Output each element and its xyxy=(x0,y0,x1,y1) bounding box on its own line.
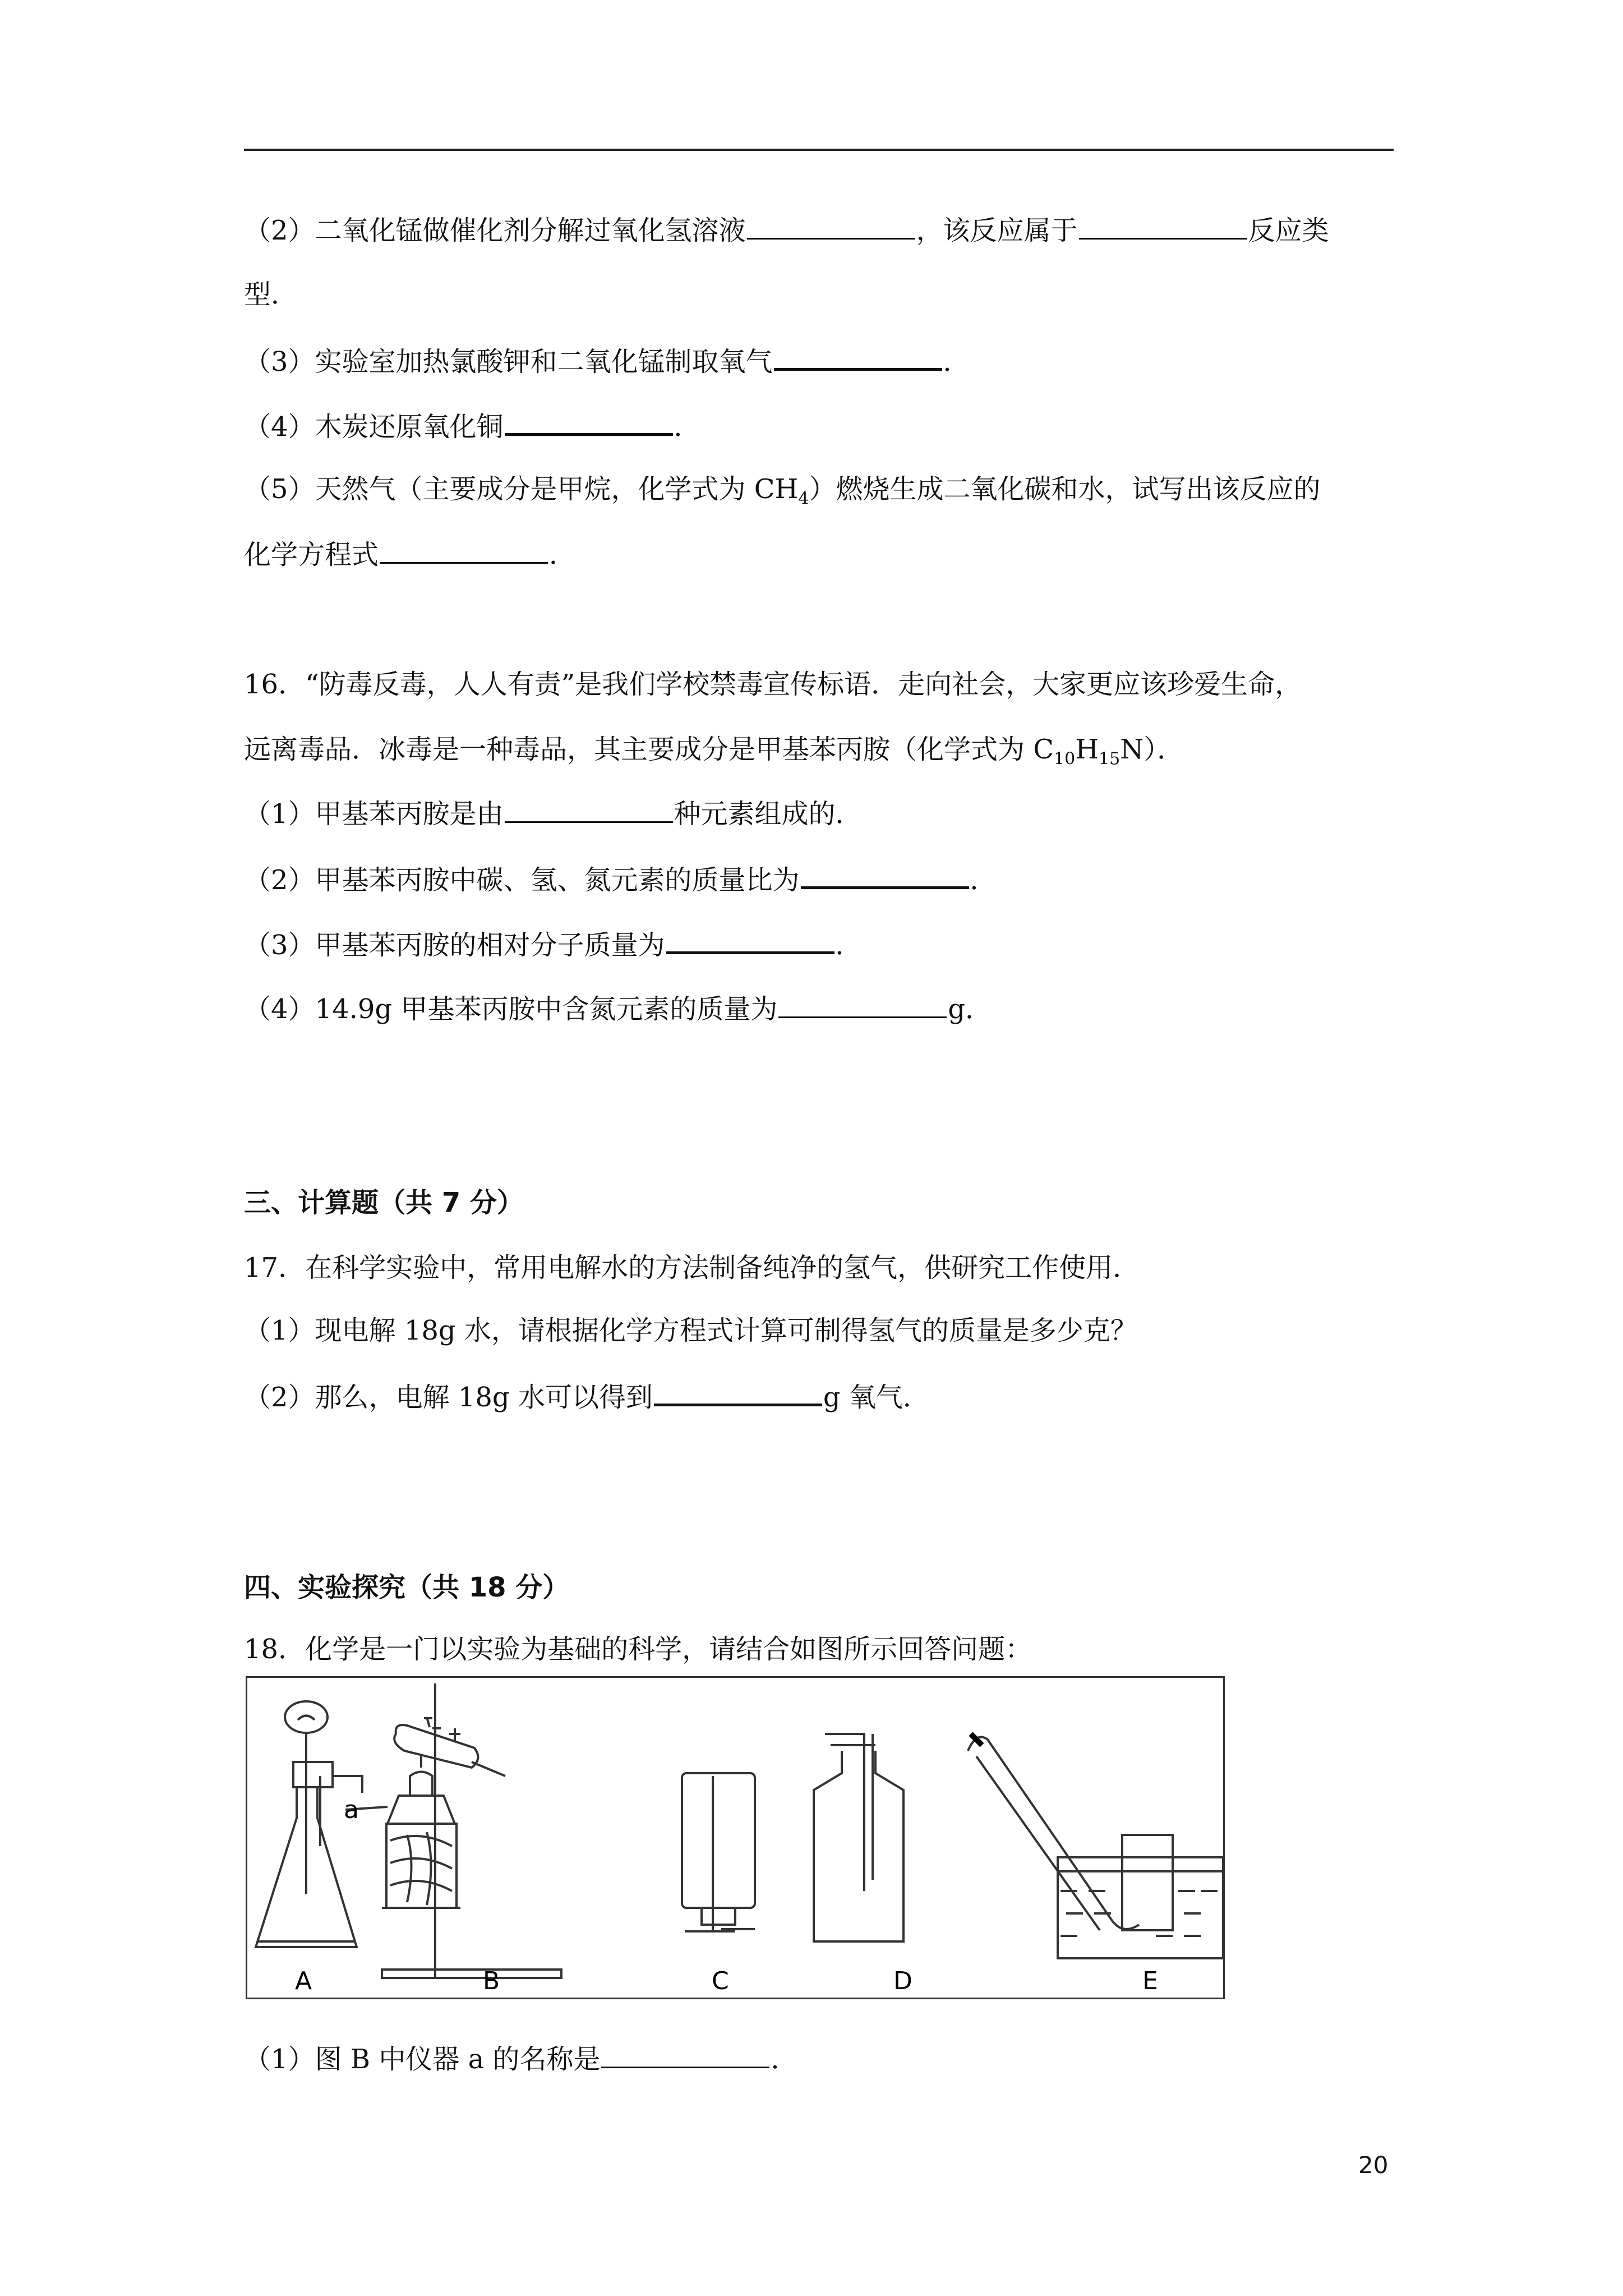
q15-part3: （3）实验室加热氯酸钾和二氧化锰制取氧气 ． xyxy=(244,343,970,379)
header-rule xyxy=(244,149,1394,151)
apparatus-d xyxy=(814,1734,903,1941)
q15-part2-cont: 型． xyxy=(244,279,298,310)
label-d: D xyxy=(893,1967,912,1995)
q16-stem: 16．“防毒反毒，人人有责”是我们学校禁毒宣传标语．走向社会，大家更应该珍爱生命， xyxy=(244,669,1302,700)
page-number: 20 xyxy=(1358,2151,1389,2179)
label-e: E xyxy=(1142,1967,1158,1995)
apparatus-e xyxy=(968,1734,1223,1958)
answer-blank[interactable] xyxy=(380,537,548,564)
answer-blank[interactable] xyxy=(505,408,673,436)
section3-title: 三、计算题（共 7 分） xyxy=(244,1187,524,1218)
answer-blank[interactable] xyxy=(747,213,915,240)
answer-blank[interactable] xyxy=(1079,213,1247,240)
q16-part2: （2）甲基苯丙胺中碳、氢、氮元素的质量比为 ． xyxy=(244,862,997,897)
q18-part1: （1）图 B 中仪器 a 的名称是 ． xyxy=(244,2042,797,2076)
answer-blank[interactable] xyxy=(801,862,969,889)
q17-part1: （1）现电解 18g 水，请根据化学方程式计算可制得氢气的质量是多少克？ xyxy=(244,1315,1137,1346)
apparatus-b xyxy=(345,1683,561,1978)
label-b: B xyxy=(483,1967,500,1995)
answer-blank[interactable] xyxy=(654,1379,822,1406)
answer-blank[interactable] xyxy=(666,927,834,954)
q17-part2: （2）那么，电解 18g 水可以得到 g 氧气． xyxy=(244,1379,930,1414)
apparatus-a xyxy=(256,1701,362,1947)
q15-part5-cont: 化学方程式 ． xyxy=(244,537,576,572)
answer-blank[interactable] xyxy=(505,797,673,823)
answer-blank[interactable] xyxy=(601,2042,769,2068)
q16-stem-cont: 远离毒品．冰毒是一种毒品，其主要成分是甲基苯丙胺（化学式为 $C_{10}H_{15}N$）． xyxy=(244,734,1184,769)
answer-blank[interactable] xyxy=(778,992,947,1018)
q15-part2: （2）二氧化锰做催化剂分解过氧化氢溶液 ，该反应属于 反应类 xyxy=(244,213,1329,247)
apparatus-figure xyxy=(246,1676,1225,1999)
q17-stem: 17．在科学实验中，常用电解水的方法制备纯净的氢气，供研究工作使用． xyxy=(244,1252,1140,1283)
answer-blank[interactable] xyxy=(774,343,942,371)
label-c: C xyxy=(712,1967,729,1995)
q16-part4: （4）14.9g 甲基苯丙胺中含氮元素的质量为 g． xyxy=(244,992,992,1026)
q16-part1: （1）甲基苯丙胺是由 种元素组成的． xyxy=(244,797,863,831)
apparatus-c xyxy=(682,1773,755,1931)
apparatus-drawing xyxy=(247,1678,1223,1998)
q18-stem: 18．化学是一门以实验为基础的科学，请结合如图所示回答问题： xyxy=(244,1634,1032,1665)
q15-part4: （4）木炭还原氧化铜 ． xyxy=(244,408,701,444)
q16-part3: （3）甲基苯丙胺的相对分子质量为 ． xyxy=(244,927,863,962)
q15-part5: （5）天然气（主要成分是甲烷，化学式为 $CH_4$）燃烧生成二氧化碳和水，试写出该反应的 xyxy=(244,473,1321,509)
label-a-instrument: a xyxy=(344,1796,359,1824)
section4-title: 四、实验探究（共 18 分） xyxy=(244,1572,570,1603)
label-a: A xyxy=(295,1967,312,1995)
